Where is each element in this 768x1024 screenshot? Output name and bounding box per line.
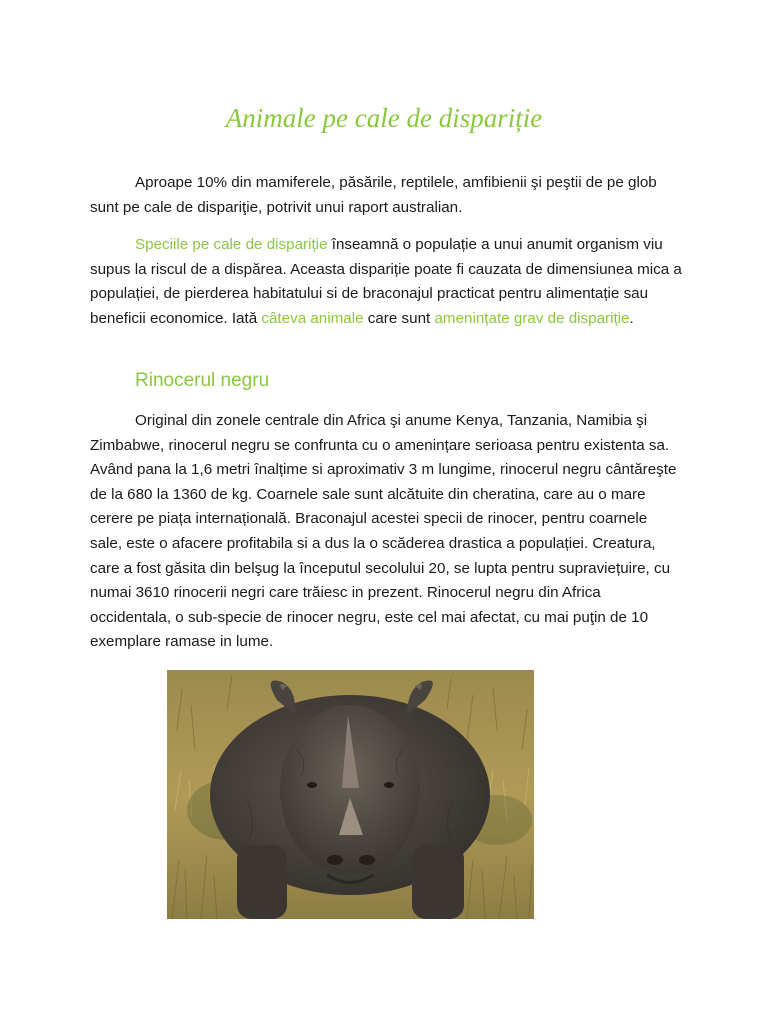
- link-endangered-species[interactable]: Speciile pe cale de dispariție: [135, 236, 328, 253]
- definition-text-2: care sunt: [363, 309, 435, 327]
- definition-paragraph: [90, 233, 682, 331]
- link-severely-threatened[interactable]: amenințate grav de dispariție: [434, 309, 630, 327]
- definition-text-1: înseamnă o populație a unui anumit organism viu supus la riscul de a dispărea. Aceasta dispariție poate fi cauzata de dimensiunea mica a populației, de pierderea habitatului si de braconajul practicat pentru alimentație sau beneficii economice. Iată: [90, 236, 682, 327]
- intro-text: Aproape 10% din mamiferele, păsările, reptilele, amfibienii şi peştii de pe glob sunt pe cale de dispariţie, potrivit unui raport australian.: [90, 174, 657, 216]
- page-title: Animale pe cale de dispariție: [225, 103, 543, 133]
- section-heading: Rinocerul negru: [135, 370, 270, 391]
- link-some-animals[interactable]: câteva animale: [261, 309, 364, 327]
- intro-paragraph: [90, 171, 682, 220]
- black-rhinoceros-photo: [167, 670, 534, 919]
- rhino-paragraph: [90, 409, 682, 655]
- definition-text-3: .: [629, 309, 634, 327]
- rhino-text: Original din zonele centrale din Africa şi anume Kenya, Tanzania, Namibia şi Zimbabwe, rinocerul negru se confrunta cu o amenințare serioasa pentru existenta sa. Având pana la 1,6 metri înalțime si aproximativ 3 m lungime, rinocerul negru cântăreşte de la 680 la 1360 de kg. Coarnele sale sunt alcătuite din cheratina, care au o mare cerere pe piața internațională. Braconajul acestei specii de rinocer, pentru coarnele sale, este o afacere profitabila si a dus la o scăderea drastica a populației. Creatura, care a fost găsita din belşug la începutul secolului 20, se lupta pentru supraviețuire, cu numai 3610 rinocerii negri care trăiesc in prezent. Rinocerul negru din Africa occidentala, o sub-specie de rinocer negru, este cel mai afectat, cu mai puţin de 10 exemplare ramase in lume.: [90, 412, 677, 651]
